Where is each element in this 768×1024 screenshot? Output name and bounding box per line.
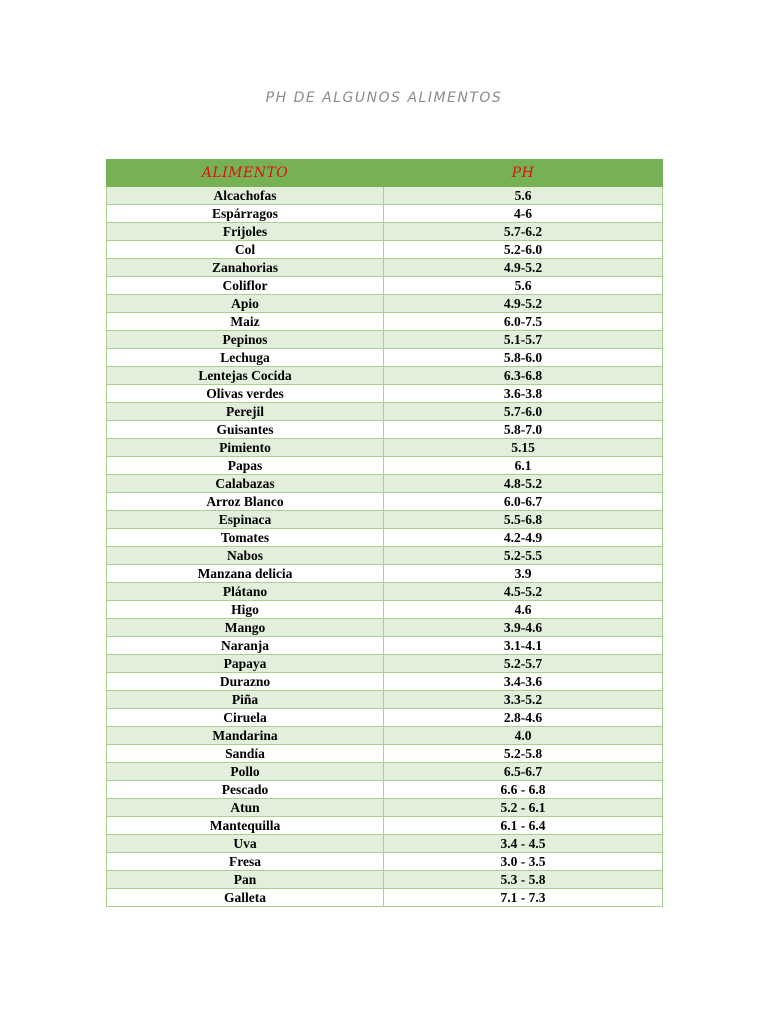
food-name-cell: Papaya (107, 655, 384, 673)
ph-value-cell: 5.2-5.8 (384, 745, 663, 763)
food-name-cell: Pan (107, 871, 384, 889)
ph-value-cell: 5.8-6.0 (384, 349, 663, 367)
table-row (107, 493, 663, 511)
table-row (107, 403, 663, 421)
food-name-cell: Atun (107, 799, 384, 817)
ph-value-cell: 4.6 (384, 601, 663, 619)
ph-value-cell: 6.0-6.7 (384, 493, 663, 511)
food-name-cell: Durazno (107, 673, 384, 691)
food-name-cell: Mango (107, 619, 384, 637)
food-name-cell: Nabos (107, 547, 384, 565)
ph-value-cell: 3.4-3.6 (384, 673, 663, 691)
ph-value-cell: 4-6 (384, 205, 663, 223)
ph-value-cell: 5.5-6.8 (384, 511, 663, 529)
food-name-cell: Galleta (107, 889, 384, 907)
table-row (107, 889, 663, 907)
food-name-cell: Pescado (107, 781, 384, 799)
ph-value-cell: 5.15 (384, 439, 663, 457)
ph-value-cell: 5.2-5.5 (384, 547, 663, 565)
table-row (107, 709, 663, 727)
ph-value-cell: 5.2-6.0 (384, 241, 663, 259)
ph-value-cell: 6.5-6.7 (384, 763, 663, 781)
food-name-cell: Pimiento (107, 439, 384, 457)
food-name-cell: Fresa (107, 853, 384, 871)
table-row (107, 565, 663, 583)
table-row (107, 745, 663, 763)
food-name-cell: Coliflor (107, 277, 384, 295)
food-name-cell: Lentejas Cocida (107, 367, 384, 385)
food-name-cell: Sandía (107, 745, 384, 763)
table-row (107, 619, 663, 637)
table-row (107, 547, 663, 565)
food-name-cell: Perejil (107, 403, 384, 421)
ph-value-cell: 2.8-4.6 (384, 709, 663, 727)
food-name-cell: Plátano (107, 583, 384, 601)
food-name-cell: Tomates (107, 529, 384, 547)
food-name-cell: Pepinos (107, 331, 384, 349)
table-row (107, 691, 663, 709)
food-name-cell: Pollo (107, 763, 384, 781)
food-name-cell: Mantequilla (107, 817, 384, 835)
table-row (107, 205, 663, 223)
food-name-cell: Ciruela (107, 709, 384, 727)
ph-value-cell: 3.1-4.1 (384, 637, 663, 655)
table-row (107, 763, 663, 781)
table-row (107, 781, 663, 799)
table-row (107, 673, 663, 691)
food-name-cell: Espinaca (107, 511, 384, 529)
ph-value-cell: 3.6-3.8 (384, 385, 663, 403)
ph-value-cell: 4.5-5.2 (384, 583, 663, 601)
ph-value-cell: 5.3 - 5.8 (384, 871, 663, 889)
ph-value-cell: 3.9 (384, 565, 663, 583)
ph-value-cell: 5.1-5.7 (384, 331, 663, 349)
table-row (107, 799, 663, 817)
table-row (107, 277, 663, 295)
ph-value-cell: 4.0 (384, 727, 663, 745)
page-title: PH DE ALGUNOS ALIMENTOS (265, 90, 503, 106)
table-row (107, 331, 663, 349)
table-row (107, 655, 663, 673)
food-name-cell: Lechuga (107, 349, 384, 367)
food-name-cell: Maiz (107, 313, 384, 331)
table-row (107, 835, 663, 853)
table-row (107, 601, 663, 619)
table-row (107, 853, 663, 871)
table-row (107, 223, 663, 241)
food-name-cell: Uva (107, 835, 384, 853)
food-name-cell: Zanahorias (107, 259, 384, 277)
table-row (107, 637, 663, 655)
food-name-cell: Mandarina (107, 727, 384, 745)
table-row (107, 727, 663, 745)
table-row (107, 295, 663, 313)
ph-value-cell: 3.3-5.2 (384, 691, 663, 709)
table-row (107, 475, 663, 493)
ph-value-cell: 5.2-5.7 (384, 655, 663, 673)
ph-value-cell: 5.6 (384, 277, 663, 295)
table-row (107, 583, 663, 601)
ph-value-cell: 3.4 - 4.5 (384, 835, 663, 853)
table-row (107, 367, 663, 385)
table-row (107, 259, 663, 277)
ph-value-cell: 5.7-6.2 (384, 223, 663, 241)
ph-value-cell: 6.0-7.5 (384, 313, 663, 331)
ph-value-cell: 3.0 - 3.5 (384, 853, 663, 871)
ph-value-cell: 5.7-6.0 (384, 403, 663, 421)
table-row (107, 349, 663, 367)
food-name-cell: Higo (107, 601, 384, 619)
food-name-cell: Frijoles (107, 223, 384, 241)
table-row (107, 457, 663, 475)
ph-value-cell: 5.8-7.0 (384, 421, 663, 439)
ph-value-cell: 4.9-5.2 (384, 295, 663, 313)
food-name-cell: Col (107, 241, 384, 259)
food-name-cell: Naranja (107, 637, 384, 655)
ph-value-cell: 7.1 - 7.3 (384, 889, 663, 907)
column-header-ph: PH (384, 160, 663, 187)
table-row (107, 421, 663, 439)
table-row (107, 439, 663, 457)
table-body (107, 187, 663, 907)
ph-value-cell: 6.3-6.8 (384, 367, 663, 385)
food-name-cell: Calabazas (107, 475, 384, 493)
food-name-cell: Espárragos (107, 205, 384, 223)
ph-value-cell: 5.6 (384, 187, 663, 205)
food-name-cell: Apio (107, 295, 384, 313)
food-name-cell: Papas (107, 457, 384, 475)
table-row (107, 871, 663, 889)
ph-value-cell: 6.1 - 6.4 (384, 817, 663, 835)
food-name-cell: Manzana delicia (107, 565, 384, 583)
table-header-row (107, 160, 663, 187)
table-row (107, 817, 663, 835)
column-header-alimento: ALIMENTO (107, 160, 384, 187)
table-row (107, 313, 663, 331)
table-row (107, 241, 663, 259)
table-row (107, 187, 663, 205)
food-name-cell: Olivas verdes (107, 385, 384, 403)
food-name-cell: Guisantes (107, 421, 384, 439)
ph-value-cell: 4.9-5.2 (384, 259, 663, 277)
table-row (107, 385, 663, 403)
food-name-cell: Arroz Blanco (107, 493, 384, 511)
ph-value-cell: 6.6 - 6.8 (384, 781, 663, 799)
ph-value-cell: 4.8-5.2 (384, 475, 663, 493)
ph-value-cell: 6.1 (384, 457, 663, 475)
ph-value-cell: 5.2 - 6.1 (384, 799, 663, 817)
table-row (107, 529, 663, 547)
ph-value-cell: 4.2-4.9 (384, 529, 663, 547)
table-row (107, 511, 663, 529)
ph-value-cell: 3.9-4.6 (384, 619, 663, 637)
ph-table (106, 159, 663, 907)
food-name-cell: Alcachofas (107, 187, 384, 205)
food-name-cell: Piña (107, 691, 384, 709)
